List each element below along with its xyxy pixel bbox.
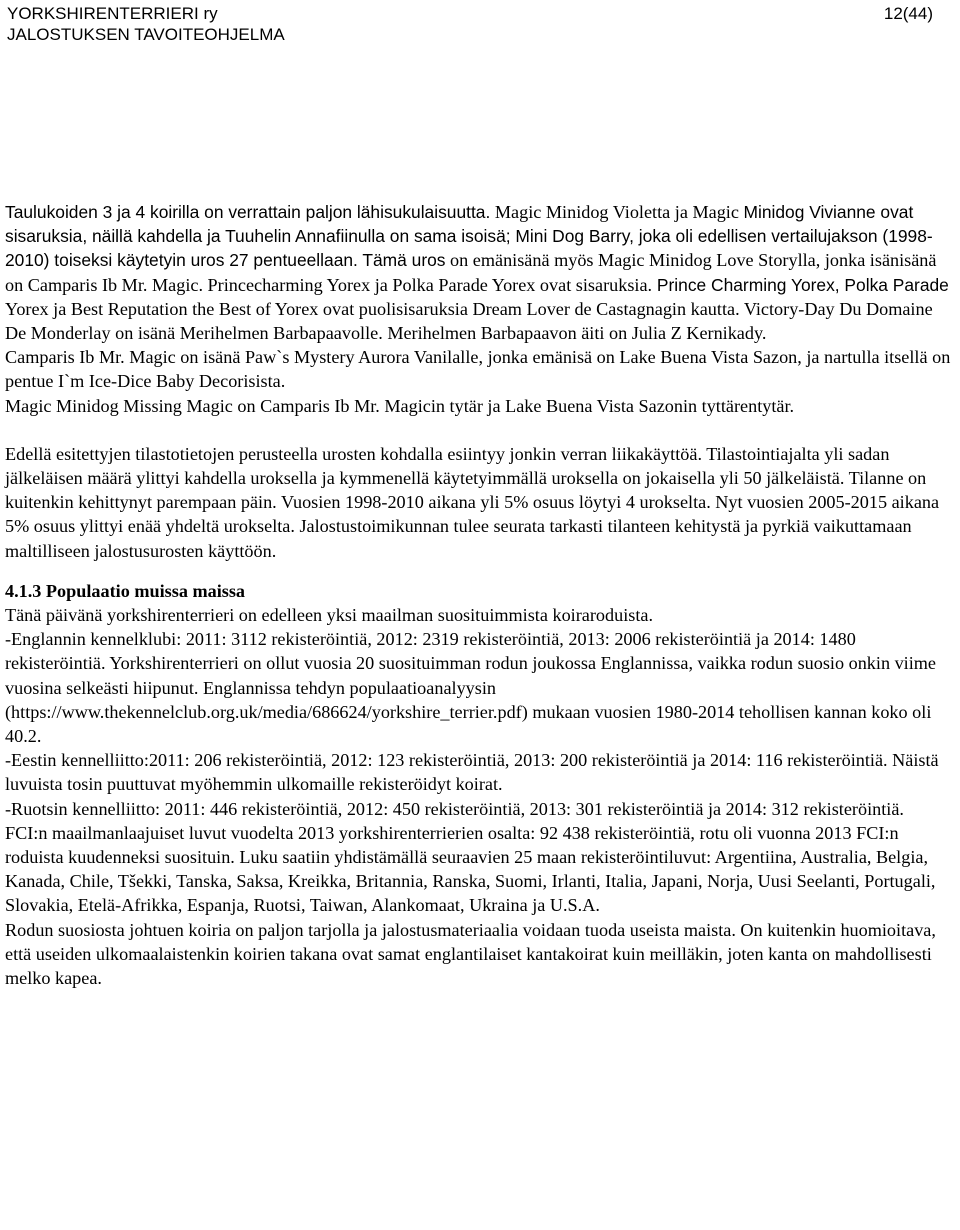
camparis-lead: Camparis Ib Mr.	[5, 347, 125, 368]
paragraph-intro: Tänä päivänä yorkshirenterrieri on edelleen yksi maailman suosituimmista koiraroduista.	[5, 605, 653, 626]
kinship-prince: Prince Charming Yorex, Polka Parade	[652, 274, 949, 295]
paragraph-camparis	[5, 345, 955, 393]
kinship-reputation: Yorex ja Best Reputation the Best of Yorex ovat puolisisaruksia Dream Lover de Castagnagin kautta. Victory-Day Du Domaine De Monderlay on isänä Merihelmen Barbapaavolle.	[5, 298, 933, 344]
paragraph-missing-magic: Magic Minidog Missing Magic on Camparis Ib Mr. Magicin tytär ja Lake Buena Vista Sazonin tyttärentytär.	[5, 395, 795, 416]
organization-name: YORKSHIRENTERRIERI ry	[7, 4, 218, 23]
section-heading: 4.1.3 Populaatio muissa maissa	[5, 580, 246, 601]
kinship-barry: Minidog Vivianne ovat sisaruksia, näillä kahdella ja Tuuhelin Annafiinulla on sama isoisä; Mini Dog Barry, joka oli edellisen vertailujakson (1998-2010) toiseksi käytetyin uros 27 pentueellaan. Tämä uros	[5, 202, 933, 271]
kinship-lovestory: on emänisänä myös Magic Minidog Love Storylla, jonka isänisänä on Camparis Ib Mr. Magic. Princecharming Yorex ja Polka Parade Yorex ovat sisaruksia.	[5, 250, 937, 295]
page-number: 12(44)	[883, 4, 933, 23]
kinship-intro: Taulukoiden 3 ja 4 koirilla on verrattain paljon lähisukulaisuutta.	[5, 202, 491, 222]
paragraph-fci: FCI:n maailmanlaajuiset luvut vuodelta 2013 yorkshirenterrierien osalta: 92 438 rekisteröintiä, rotu oli vuonna 2013 FCI:n roduista kuudenneksi suosituin. Luku saatiin yhdistämällä seuraavien 25 maan rekisteröintiluvut: Argentiina, Australia, Belgia, Kanada, Chile, Tšekki, Tanska, Saksa, Kreikka, Britannia, Ranska, Suomi, Irlanti, Italia, Japani, Norja, Uusi Seelanti, Portugali, Slovakia, Etelä-Afrikka, Espanja, Ruotsi, Taiwan, Alankomaat, Ukraina ja U.S.A.	[5, 822, 936, 916]
paragraph-england: -Englannin kennelklubi: 2011: 3112 rekisteröintiä, 2012: 2319 rekisteröintiä, 2013: 2006 rekisteröintiä ja 2014: 1480 rekisteröintiä. Yorkshirenterrieri on ollut vuosia 20 suosituimman rodun joukossa Englannissa, vaikka rodun suosio onkin viime vuosina selkeästi hiipunut. Englannissa tehdyn populaatioanalyysin (https://www.thekennelclub.org.uk/media/686624/yorkshire_terrier.pdf) mukaan vuosien 1980-2014 tehollisen kannan koko oli 40.2.	[5, 629, 936, 747]
paragraph-kinship	[5, 200, 955, 345]
document-body	[5, 200, 955, 990]
camparis-text: Magic on isänä Paw`s Mystery Aurora Vanilalle, jonka emänisä on Lake Buena Vista Sazon, ja nartulla itsellä on pentue I`m Ice-Dice Baby Decorisista.	[5, 347, 951, 392]
paragraph-popularity: Rodun suosiosta johtuen koiria on paljon tarjolla ja jalostusmateriaalia voidaan tuoda useista maista. On kuitenkin huomioitava, että useiden ulkomaalaistenkin koirien takana ovat samat englantilaiset kantakoirat kuin meilläkin, joten kanta on mahdollisesti melko kapea.	[5, 919, 936, 989]
paragraph-overuse: Edellä esitettyjen tilastotietojen perusteella urosten kohdalla esiintyy jonkin verran liikakäyttöä. Tilastointiajalta yli sadan jälkeläisen määrä ylittyi kahdella uroksella ja kymmenellä käytetyimmällä uroksella on jokaisella yli 50 jälkeläistä. Tilanne on kuitenkin kehittynyt parempaan päin. Vuosien 1998-2010 aikana yli 5% osuus löytyi 4 urokselta. Nyt vuosien 2005-2015 aikana 5% osuus ylittyi enää yhdeltä urokselta. Jalostustoimikunnan tulee seurata tarkasti tilanteen kehitystä ja pyrkiä vaikuttamaan maltilliseen jalostusurosten käyttöön.	[5, 443, 940, 561]
kinship-merihelmen: Merihelmen Barbapaavon äiti on Julia Z Kernikady.	[382, 323, 767, 344]
spacer	[5, 563, 955, 579]
paragraph-estonia: -Eestin kennelliitto:2011: 206 rekisteröintiä, 2012: 123 rekisteröintiä, 2013: 200 rekisteröintiä ja 2014: 116 rekisteröintiä. Näistä luvuista tosin puuttuvat myöhemmin ulkomaille rekisteröidyt koirat.	[5, 750, 939, 795]
paragraph-sweden: -Ruotsin kennelliitto: 2011: 446 rekisteröintiä, 2012: 450 rekisteröintiä, 2013: 301 rekisteröintiä ja 2014: 312 rekisteröintiä.	[5, 798, 904, 819]
kinship-violetta: Magic Minidog Violetta ja Magic	[490, 202, 739, 222]
document-title: JALOSTUKSEN TAVOITEOHJELMA	[7, 25, 285, 44]
page-header	[7, 3, 933, 45]
spacer	[5, 418, 955, 442]
